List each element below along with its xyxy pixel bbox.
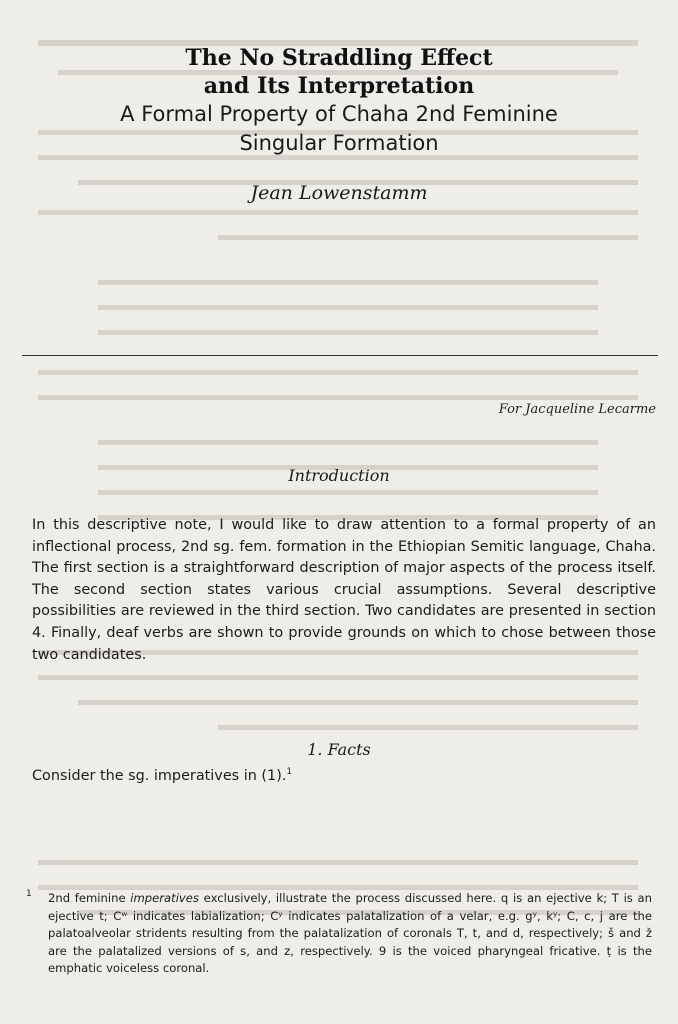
footnote-text-rest: exclusively, illustrate the process discussed here. q is an ejective k; T is an ejective t; Cʷ indicates labialization; Cʸ indicates palatalization of a velar, e.g. gʸ, kʸ; C, c, j are the palatoalveolar stridents resulting from the palatalization of coronals T, t, and d, respectively; š and ž are the palatalized versions of s, and z, respectively. 9 is the voiced pharyngeal fricative. ṭ is the emphatic voiceless coronal. bbox=[48, 891, 652, 976]
footnote-text bbox=[48, 890, 652, 978]
paper-title-line-2: and Its Interpretation bbox=[203, 73, 475, 99]
paper-subtitle-line-1: A Formal Property of Chaha 2nd Feminine bbox=[120, 102, 558, 126]
show-through-texture bbox=[0, 40, 678, 940]
footnote-text-start: 2nd feminine bbox=[48, 891, 131, 905]
footnote bbox=[26, 890, 652, 978]
footnote-marker: 1 bbox=[26, 889, 32, 899]
footnote-reference: 1 bbox=[286, 767, 293, 777]
paper-subtitle-line-2: Singular Formation bbox=[239, 131, 439, 155]
footnote-italic-term: imperatives bbox=[130, 891, 199, 905]
facts-heading: 1. Facts bbox=[307, 740, 371, 759]
facts-text: Consider the sg. imperatives in (1). bbox=[32, 767, 287, 784]
facts-paragraph bbox=[32, 767, 292, 784]
introduction-heading: Introduction bbox=[288, 466, 390, 485]
paper-title-line-1: The No Straddling Effect bbox=[185, 45, 493, 71]
dedication: For Jacqueline Lecarme bbox=[498, 402, 656, 417]
header-rule bbox=[22, 355, 658, 356]
introduction-paragraph: In this descriptive note, I would like to draw attention to a formal property of an inflectional process, 2nd sg. fem. formation in the Ethiopian Semitic language, Chaha. The first section is a straightforward description of major aspects of the process itself. The second section states various crucial assumptions. Several descriptive possibilities are reviewed in the third section. Two candidates are presented in section 4. Finally, deaf verbs are shown to provide grounds on which to chose between those two candidates. bbox=[32, 517, 656, 663]
show-through-lines bbox=[0, 40, 678, 940]
author-name: Jean Lowenstamm bbox=[250, 182, 428, 204]
